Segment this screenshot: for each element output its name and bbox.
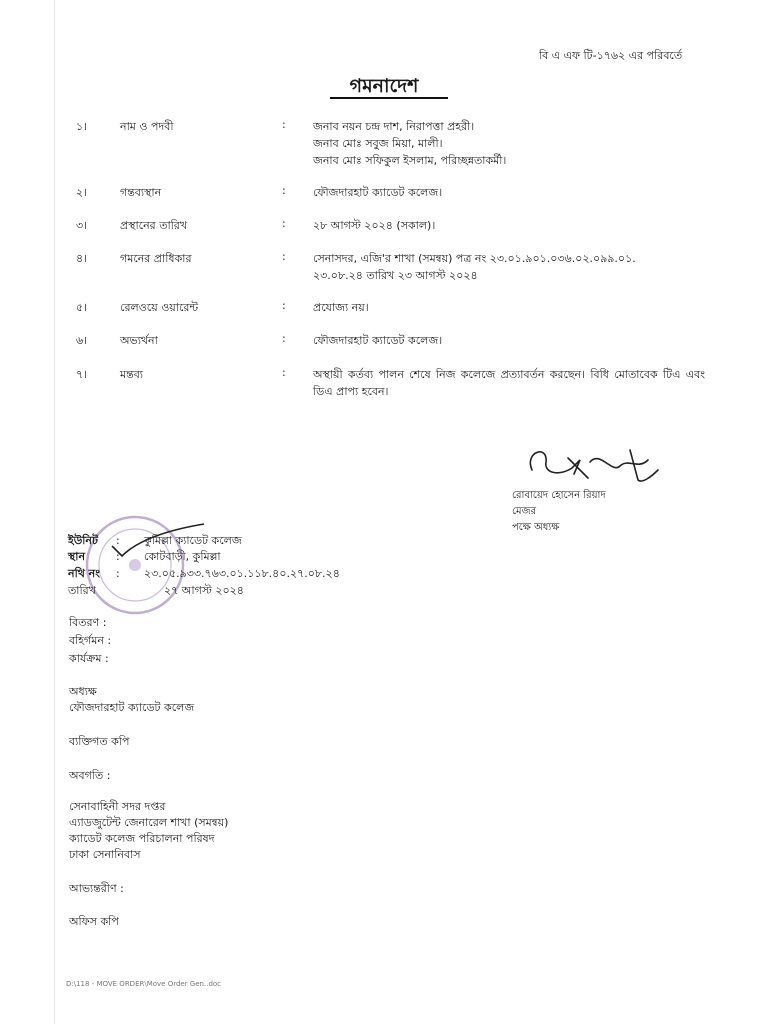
row-label: রেলওয়ে ওয়ারেন্ট: [120, 301, 199, 314]
row-colon: :: [282, 184, 286, 197]
row-number: ৬।: [76, 334, 88, 347]
info-line: এ্যাডজুটেন্ট জেনারেল শাখা (সমন্বয়): [69, 816, 229, 829]
row-value: [313, 118, 705, 169]
value-line: ২৮ আগস্ট ২০২৪ (সকাল)।: [313, 219, 436, 232]
info-line: সেনাবাহিনী সদর দপ্তর: [69, 800, 166, 813]
value-line: ফৌজদারহাট ক্যাডেট কলেজ।: [313, 186, 443, 199]
place-colon: :: [116, 550, 120, 563]
row-colon: :: [282, 217, 286, 230]
value-line: প্রযোজ্য নয়।: [313, 301, 369, 314]
unit-label: ইউনিট: [68, 534, 98, 547]
issuing-unit-block: [54, 532, 454, 612]
file-no-colon: :: [116, 567, 120, 580]
row-value: [313, 250, 705, 284]
row-colon: :: [282, 118, 286, 131]
file-no-row: [54, 565, 454, 582]
unit-colon: :: [116, 534, 120, 547]
row-value: [313, 184, 705, 201]
recipient-title: অধ্যক্ষ: [69, 685, 97, 698]
row-number: ২।: [76, 186, 88, 199]
row-label: গমনের প্রাধিকার: [120, 252, 192, 265]
signatory-on-behalf: পক্ষে অধ্যক্ষ: [512, 522, 560, 533]
personal-copy: ব্যক্তিগত কপি: [69, 735, 130, 748]
value-line: অস্থায়ী কর্তব্য পালন শেষে নিজ কলেজে প্রত্যাবর্তন করছেন। বিধি মোতাবেক টিএ এবং ডিএ প্রাপ্য হবেন।: [313, 368, 705, 398]
row-value: [313, 366, 705, 400]
signature-scribble: [520, 440, 670, 490]
outgoing-label: বহির্গমন :: [69, 634, 112, 647]
date-label: তারিখ: [68, 584, 96, 597]
title-underline: [330, 97, 448, 99]
value-line: জনাব নয়ন চন্দ্র দাশ, নিরাপত্তা প্রহরী।: [313, 120, 475, 133]
row-colon: :: [282, 299, 286, 312]
value-line: সেনাসদর, এজি'র শাখা (সমন্বয়) পত্র নং ২৩.০১.৯০১.০৩৬.০২.০৯৯.০১.: [313, 252, 636, 265]
signatory-rank: মেজর: [512, 506, 537, 517]
row-label: প্রস্থানের তারিখ: [120, 219, 188, 232]
internal-label: আভ্যন্তরীণ :: [69, 882, 124, 895]
value-line: ফৌজদারহাট ক্যাডেট কলেজ।: [313, 334, 443, 347]
row-value: [313, 299, 705, 316]
unit-value: কুমিল্লা ক্যাডেট কলেজ: [144, 534, 242, 547]
value-line: জনাব মোঃ সফিকুল ইসলাম, পরিচ্ছন্নতাকর্মী।: [313, 154, 507, 167]
row-colon: :: [282, 366, 286, 379]
file-no-label: নথি নং: [68, 567, 100, 580]
document-title: গমনাদেশ: [349, 75, 419, 97]
row-label: অভ্যর্থনা: [120, 334, 158, 347]
row-colon: :: [282, 250, 286, 263]
info-line: ঢাকা সেনানিবাস: [69, 848, 141, 861]
unit-row: [54, 532, 454, 549]
row-label: মন্তব্য: [120, 368, 144, 381]
date-row: [54, 582, 454, 599]
information-label: অবগতি :: [69, 769, 111, 782]
file-no-value: ২৩.০৫.৯৩৩.৭৬৩.০১.১১৮.৪০.২৭.০৮.২৪: [144, 567, 340, 580]
signature-block: [512, 488, 606, 536]
row-value: [313, 217, 705, 234]
date-value: ২৭ আগস্ট ২০২৪: [164, 584, 244, 597]
row-number: ১।: [76, 120, 88, 133]
row-number: ৫।: [76, 301, 88, 314]
row-value: [313, 332, 705, 349]
place-label: স্থান: [68, 550, 86, 563]
form-reference: বি এ এফ টি-১৭৬২ এর পরিবর্তে: [539, 49, 683, 62]
value-line: ২৩.০৮.২৪ তারিখ ২৩ আগস্ট ২০২৪: [313, 269, 478, 282]
recipient-college: ফৌজদারহাট ক্যাডেট কলেজ: [69, 701, 195, 714]
row-number: ৭।: [76, 368, 88, 381]
office-copy: অফিস কপি: [69, 915, 119, 928]
row-label: নাম ও পদবী: [120, 120, 174, 133]
row-number: ৪।: [76, 252, 88, 265]
value-line: জনাব মোঃ সবুজ মিয়া, মালী।: [313, 137, 443, 150]
info-line: ক্যাডেট কলেজ পরিচালনা পরিষদ: [69, 832, 215, 845]
place-value: কোটবাড়ী, কুমিল্লা: [144, 550, 221, 563]
left-margin-line: [54, 0, 55, 1024]
file-path-footer: D:\118 - MOVE ORDER\Move Order Gen..doc: [66, 980, 222, 988]
distribution-label: বিতরণ :: [69, 616, 107, 629]
signatory-name: রোবায়েদ হোসেন রিয়াদ: [512, 490, 606, 501]
row-number: ৩।: [76, 219, 88, 232]
action-label: কার্যক্রম :: [69, 652, 109, 665]
place-row: [54, 548, 454, 565]
row-colon: :: [282, 332, 286, 345]
row-label: গন্তব্যস্থান: [120, 186, 162, 199]
